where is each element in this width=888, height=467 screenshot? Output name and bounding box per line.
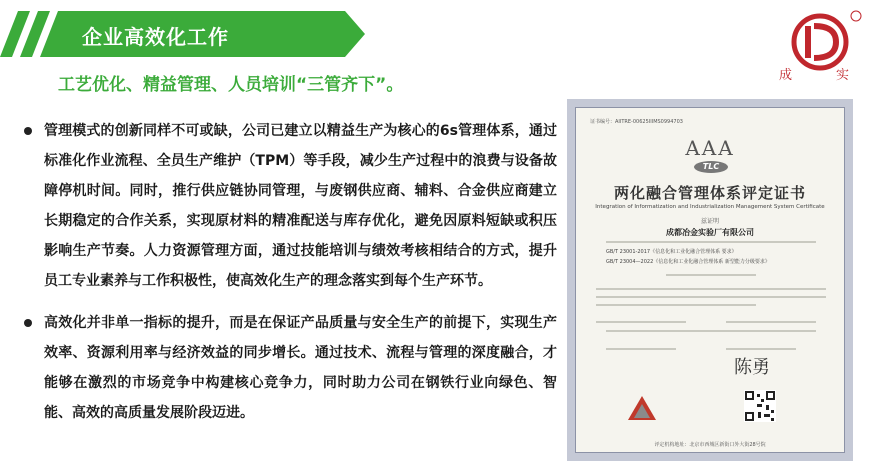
text-line	[726, 348, 796, 350]
subtitle: 工艺优化、精益管理、人员培训“三管齐下”。	[58, 75, 404, 95]
certificate-company: 成都冶金实验厂有限公司	[666, 228, 754, 237]
page-title: 企业高效化工作	[82, 25, 229, 49]
list-item	[22, 116, 557, 296]
bullet-icon	[24, 319, 32, 327]
bullet-icon	[24, 127, 32, 135]
content-list	[22, 116, 557, 428]
certificate-number: 证书编号：AIITRE-00625IIIMS0994703	[590, 119, 683, 125]
text-line	[606, 330, 816, 332]
company-logo	[778, 8, 873, 90]
paragraph-text: 高效化并非单一指标的提升，而是在保证产品质量与安全生产的前提下，实现生产效率、资源利用率与经济效益的同步增长。通过技术、流程与管理的深度融合，才能够在激烈的市场竞争中构建核心竞争力，同时助力公司在钢铁行业向绿色、智能、高效的高质量发展阶段迈进。	[44, 315, 557, 421]
certificate-title: 两化融合管理体系评定证书	[613, 184, 806, 202]
text-line	[596, 304, 756, 306]
emblem-icon	[626, 394, 658, 422]
certificate-rating: AAA	[685, 136, 735, 160]
certificate-image	[567, 99, 853, 461]
text-line	[596, 296, 826, 298]
text-line	[606, 348, 676, 350]
text-line	[666, 274, 756, 276]
certificate-standard-1: GB/T 23001-2017《信息化和工业化融合管理体系 要求》	[606, 249, 737, 255]
tlc-badge-icon: TLC	[694, 161, 728, 173]
certificate-paper	[575, 107, 845, 453]
certificate-standard-2: GB/T 23004—2022《信息化和工业化融合管理体系 新型能力分级要求》	[606, 259, 770, 265]
paragraph-text: 管理模式的创新同样不可或缺，公司已建立以精益生产为核心的6s管理体系，通过标准化作业流程、全员生产维护（TPM）等手段，减少生产过程中的浪费与设备故障停机时间。同时，推行供应链协同管理，与废钢供应商、辅料、合金供应商建立长期稳定的合作关系，实现原材料的精准配送与库存优化，避免因原料短缺或积压影响生产节奏。人力资源管理方面，通过技能培训与绩效考核相结合的方式，提升员工专业素养与工作积极性，使高效化生产的理念落实到每个生产环节。	[44, 123, 557, 289]
signature: 陈勇	[734, 357, 770, 378]
qr-code-icon	[744, 390, 776, 422]
certificate-footer: 评定机构地址：北京市西城区新街口外大街28号院	[654, 442, 766, 448]
certificate-english-title: Integration of Informatization and Industrialization Management System Certificate	[595, 204, 825, 210]
logo-char-right: 实	[836, 68, 850, 83]
text-line	[606, 241, 816, 243]
text-line	[596, 288, 826, 290]
certificate-proof: 兹证明	[700, 218, 719, 225]
list-item	[22, 308, 557, 428]
text-line	[726, 321, 816, 323]
section-banner	[0, 11, 365, 57]
logo-char-left: 成	[779, 68, 793, 83]
text-line	[596, 321, 686, 323]
